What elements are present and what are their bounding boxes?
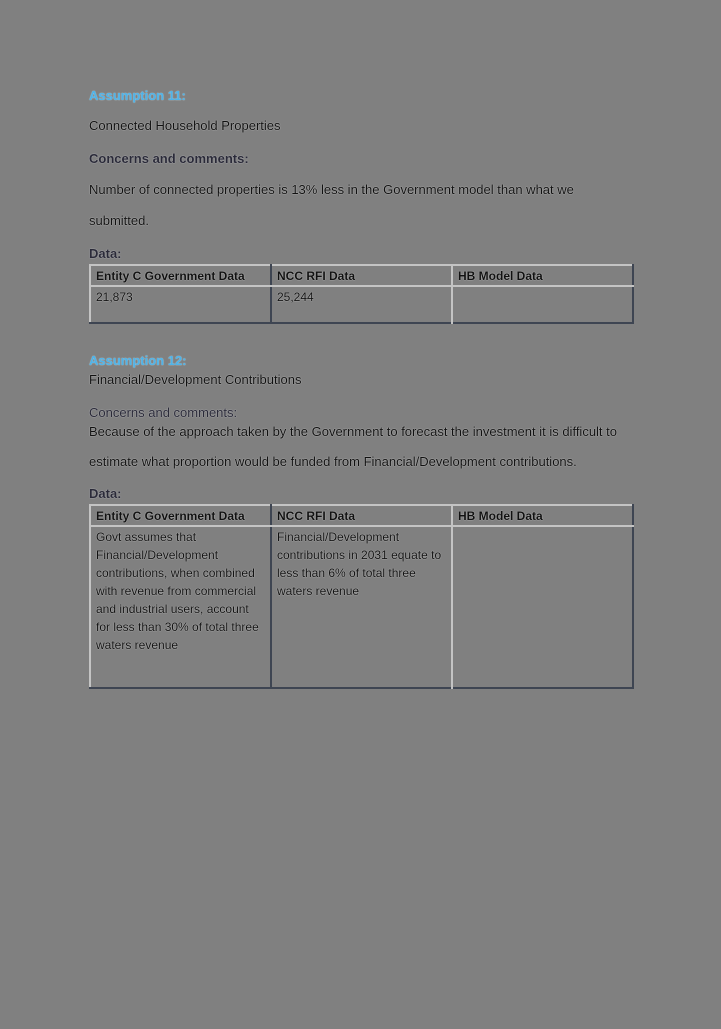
assumption-12-subject: Financial/Development Contributions — [89, 372, 302, 387]
assumption-11-concerns-line-1: Number of connected properties is 13% less in the Government model than what we — [89, 182, 574, 197]
table-header-row — [90, 505, 633, 526]
column-header-entity-c-government-data: Entity C Government Data — [90, 505, 271, 526]
column-header-entity-c-government-data: Entity C Government Data — [90, 265, 271, 286]
column-header-ncc-rfi-data: NCC RFI Data — [271, 265, 452, 286]
assumption-12-data-label: Data: — [89, 486, 122, 501]
assumption-12-concerns-line-2: estimate what proportion would be funded from Financial/Development contributions. — [89, 454, 577, 469]
assumption-11-concerns-line-2: submitted. — [89, 213, 149, 228]
table-header-row — [90, 265, 633, 286]
assumption-11-subject: Connected Household Properties — [89, 118, 281, 133]
cell-ncc-rfi-data: Financial/Development contributions in 2031 equate to less than 6% of total three waters revenue — [271, 526, 452, 688]
assumption-12-concerns-label: Concerns and comments: — [89, 405, 238, 420]
cell-entity-c-government-data: Govt assumes that Financial/Development contributions, when combined with revenue from commercial and industrial users, account for less than 30% of total three waters revenue — [90, 526, 271, 688]
table-row — [90, 286, 633, 323]
column-header-hb-model-data: HB Model Data — [452, 505, 633, 526]
assumption-11-concerns-label: Concerns and comments: — [89, 151, 249, 166]
table-row — [90, 526, 633, 688]
assumption-11-data-table — [89, 264, 634, 324]
assumption-11-heading: Assumption 11: — [89, 88, 186, 103]
column-header-hb-model-data: HB Model Data — [452, 265, 633, 286]
cell-hb-model-data — [452, 526, 633, 688]
cell-ncc-rfi-data: 25,244 — [271, 286, 452, 323]
assumption-12-heading: Assumption 12: — [89, 353, 187, 368]
assumption-12-data-table — [89, 504, 634, 689]
cell-hb-model-data — [452, 286, 633, 323]
column-header-ncc-rfi-data: NCC RFI Data — [271, 505, 452, 526]
assumption-11-data-label: Data: — [89, 246, 122, 261]
cell-entity-c-government-data: 21,873 — [90, 286, 271, 323]
assumption-12-concerns-line-1: Because of the approach taken by the Government to forecast the investment it is difficult to — [89, 424, 617, 439]
